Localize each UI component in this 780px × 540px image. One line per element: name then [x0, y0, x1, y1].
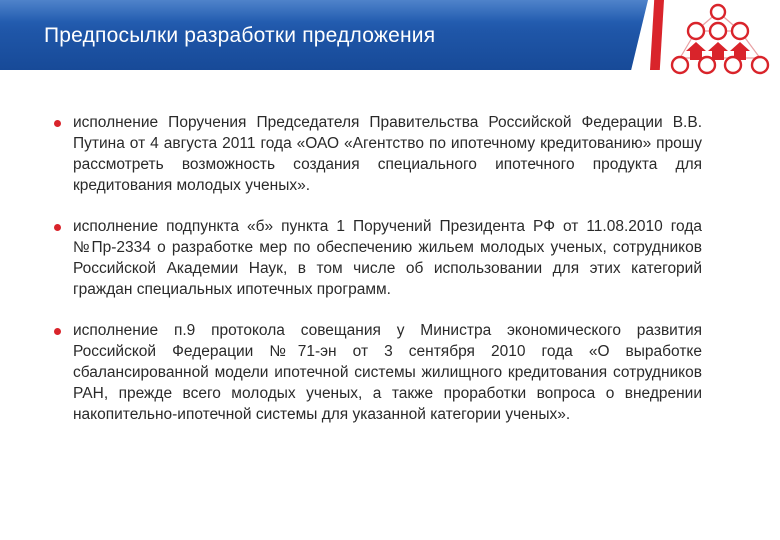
bullet-text: исполнение Поручения Председателя Правительства Российской Федерации В.В. Путина от 4 августа 2011 года «ОАО «Агентство по ипотечному кредитованию» прошу рассмотреть возможность создания специального ипотечного продукта для кредитования молодых ученых».: [73, 114, 702, 194]
page-title: Предпосылки разработки предложения: [44, 24, 436, 47]
bullet-list: [52, 112, 702, 445]
bullet-item-3: [52, 320, 702, 425]
bullet-dot-icon: [54, 328, 61, 335]
header-red-stripe: [650, 0, 664, 70]
house-circles-logo-icon: [668, 0, 780, 82]
bullet-dot-icon: [54, 224, 61, 231]
bullet-dot-icon: [54, 120, 61, 127]
bullet-text: исполнение п.9 протокола совещания у Министра экономического развития Российской Федерации №71-эн от 3 сентября 2010 года «О выработке сбалансированной модели ипотечной системы жилищного кредитования сотрудников РАН, прежде всего молодых ученых, а также проработки вопроса о внедрении накопительно-ипотечной системы для указанной категории ученых».: [73, 322, 702, 423]
bullet-text: исполнение подпункта «б» пункта 1 Поручений Президента РФ от 11.08.2010 года №Пр-2334 о разработке мер по обеспечению жильем молодых ученых, сотрудников Российской Академии Наук, в том числе об использовании для этих категорий граждан специальных ипотечных программ.: [73, 218, 702, 298]
bullet-item-1: [52, 112, 702, 196]
bullet-item-2: [52, 216, 702, 300]
